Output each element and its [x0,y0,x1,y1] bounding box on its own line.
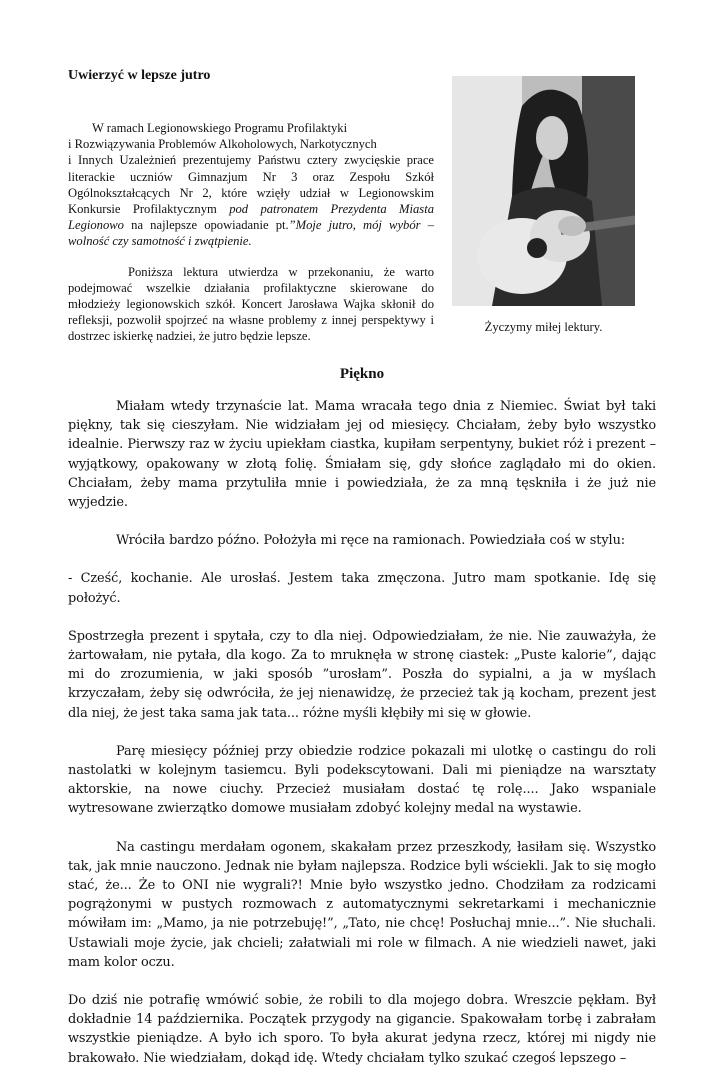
intro-contest-title: ”Moje jutro, mój wybór – wolność czy samotność i zwątpienie. [68,218,434,249]
story-paragraph: Na castingu merdałam ogonem, skakałam przez przeszkody, łasiłam się. Wszystko tak, jak mnie nauczono. Jednak nie byłam najlepsza. Rodzice byli wściekli. Jak to się mogło stać, że... Że to ONI nie wygrali?! Mnie było wszystko jedno. Chodziłam za rodzicami pogrążonymi w pustych rozmowach z automatycznymi sekretarkami i mechanicznie mówiłam im: „Mamo, ja nie potrzebuję!”, „Tato, nie chcę! Posłuchaj mnie...”. Nie słuchali. Ustawiali moje życie, jak chcieli; załatwiali mi role w filmach. A nie wiedzieli nawet, jaki mam kolor oczu. [68,839,656,970]
intro-line-2: i Rozwiązywania Problemów Alkoholowych, Narkotycznych [68,137,377,152]
story-paragraph: Do dziś nie potrafię wmówić sobie, że robili to dla mojego dobra. Wreszcie pękłam. Był dokładnie 14 października. Początek przygody na gigancie. Spakowałam torbę i zabrałam wszystkie pieniądze. A było ich sporo. To była akurat jedyna rzecz, której mi nigdy nie brakowało. Nie wiedziałam, dokąd idę. Wtedy chciałam tylko szukać czegoś lepszego – [68,993,656,1066]
portrait-guitarist-photo [452,76,635,306]
intro-paragraph-2: Poniższa lektura utwierdza w przekonaniu, że warto podejmować wszelkie działania profilaktyczne skierowane do młodzieży legionowskich szkół. Koncert Jarosława Wajka skłonił do refleksji, pozwolił spojrzeć na własne problemy z innej perspektywy i dostrzec iskierkę nadziei, że jutro będzie lepsze. [68,264,434,344]
intro-contest-text: na najlepsze opowiadanie pt. [123,218,289,233]
story-paragraph: - Cześć, kochanie. Ale urosłaś. Jestem taka zmęczona. Jutro mam spotkanie. Idę się położyć. [68,571,656,606]
story-title: Piękno [339,366,385,382]
story-paragraph: Parę miesięcy później przy obiedzie rodzice pokazali mi ulotkę o castingu do roli nastolatki w kolejnym tasiemcu. Byli podekscytowani. Dali mi pieniądze na warsztaty aktorskie, na nowe ciuchy. Przecież musiałam dostać tę rolę.... Jako wspaniale wytresowane zwierzątko domowe musiałam zdobyć kolejny medal na wystawie. [68,743,656,817]
photo-illustration [452,76,635,306]
story-paragraph: Spostrzegła prezent i spytała, czy to dla niej. Odpowiedziałam, że nie. Nie zauważyła, że żartowałam, nie pytała, dla kogo. Za to mruknęła w stronę ciastek: „Puste kalorie”, dając mi do zrozumienia, w jaki sposób ”urosłam”. Poszła do sypialni, a ja w myślach krzyczałam, żeby się odwróciła, że jej nienawidzę, że przecież tak ją kocham, prezent jest dla niej, że jest taka sama jak tata... różne myśli kłębiły mi się w głowie. [68,628,656,721]
intro-line-3: i Innych Uzależnień prezentujemy Państwu cztery zwycięskie prace literackie uczniów Gimnazjum Nr 3 oraz Zespołu Szkół Ogólnokształcących Nr 2, które wzięły udział w Legionowskim Konkursie Profilaktycznym [68,153,434,217]
story-paragraph: Wróciła bardzo późno. Położyła mi ręce na ramionach. Powiedziała coś w stylu: [116,533,626,549]
story-body [68,397,656,1087]
photo-caption: Życzymy miłej lektury. [484,320,603,334]
intro-line-1: W ramach Legionowskiego Programu Profilaktyki [92,121,348,135]
page-title: Uwierzyć w lepsze jutro [68,68,211,83]
story-paragraph: Miałam wtedy trzynaście lat. Mama wracała tego dnia z Niemiec. Świat był taki piękny, tak się cieszyłam. Nie widziałam jej od miesięcy. Chciałam, żeby było wszystko idealnie. Pierwszy raz w życiu upiekłam ciastka, kupiłam serpentyny, bukiet róż i prezent – wyjątkowy, opakowany w złotą folię. Śmiałam się, gdy słońce zaglądało mi do okien. Chciałam, żeby mama przytuliła mnie i powiedziała, że za mną tęskniła i że już nie wyjedzie. [68,399,656,511]
intro-patronage: pod patronatem Prezydenta Miasta Legionowo [68,202,435,233]
intro-section [68,120,434,345]
intro-paragraph-1 [68,120,434,250]
